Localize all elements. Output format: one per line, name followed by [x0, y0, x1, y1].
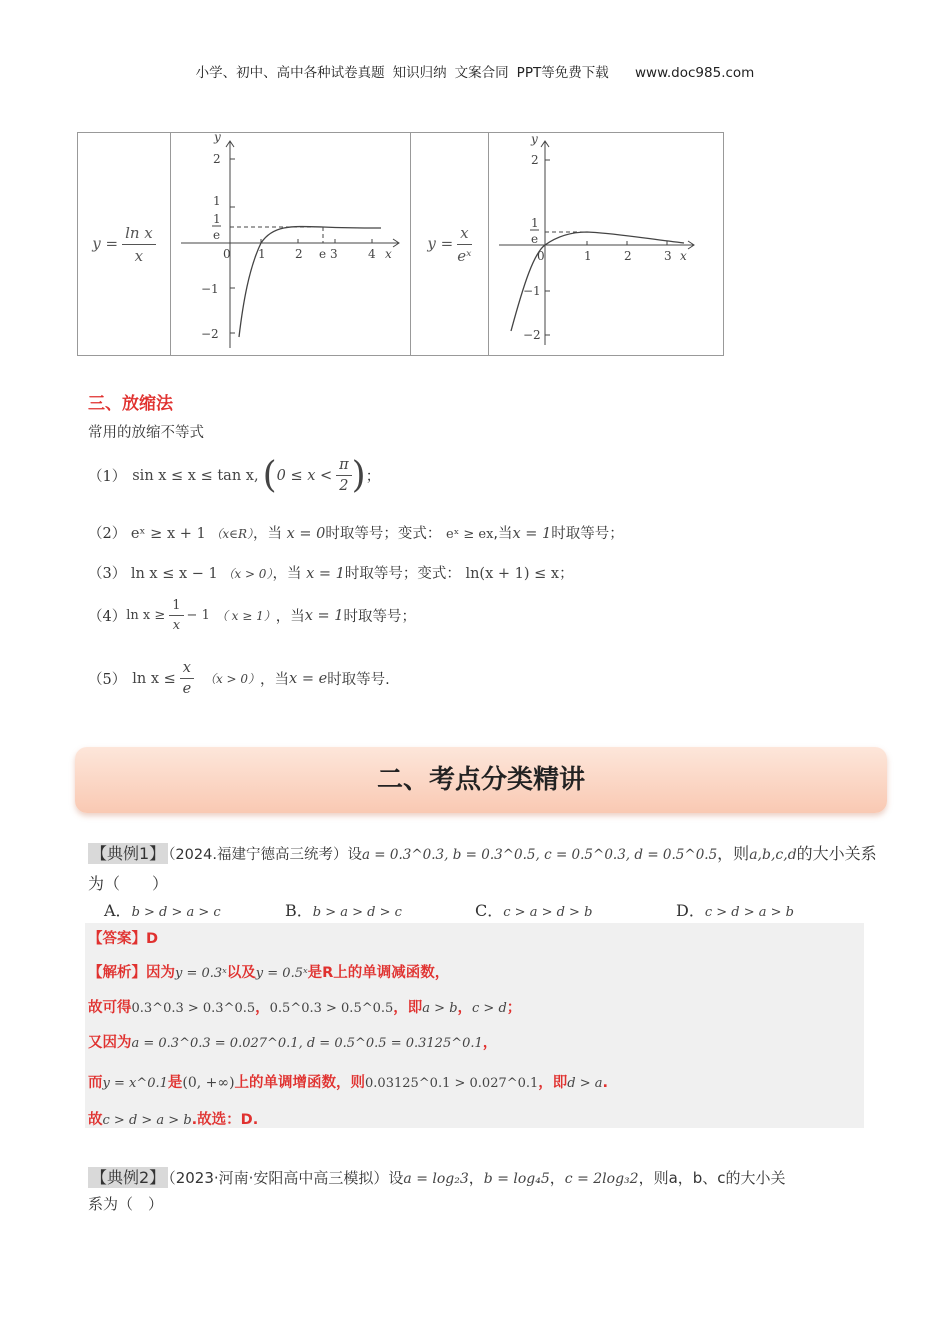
- analysis-text: ，即: [393, 1000, 423, 1016]
- analysis-math: c > d > a > b: [102, 1113, 192, 1128]
- analysis-text: 上的单调增函数，则: [234, 1075, 366, 1091]
- option-text: b > d > a > c: [131, 905, 221, 920]
- option-label: D．: [676, 901, 705, 920]
- item-text: 时取等号.: [327, 672, 390, 688]
- item-text: ，当: [275, 609, 305, 625]
- analysis-line-4: [88, 1071, 608, 1092]
- svg-text:1: 1: [213, 212, 221, 226]
- func-lhs: y =: [427, 234, 454, 252]
- item-text: ,当: [493, 526, 513, 542]
- analysis-text: 故可得: [88, 1000, 132, 1016]
- answer-box: [85, 923, 864, 1128]
- svg-text:0: 0: [223, 247, 231, 261]
- inequality-condition: 0 ≤ x <: [276, 467, 333, 484]
- inequality-2: [88, 522, 624, 543]
- inequality-math: sin x ≤ x ≤ tan x,: [132, 467, 259, 484]
- option-label: B．: [285, 901, 313, 920]
- svg-text:e: e: [531, 232, 539, 246]
- item-number: （2）: [88, 526, 127, 542]
- analysis-math: d > a: [567, 1076, 603, 1091]
- item-text: 时取等号；: [343, 609, 417, 625]
- option-text: b > a > d > c: [312, 905, 402, 920]
- inequality-math: ln x ≤: [132, 670, 176, 687]
- analysis-text: .故选：D.: [191, 1112, 259, 1128]
- example2-c: c = 2log₃2: [564, 1171, 639, 1187]
- header-site-link[interactable]: www.doc985.com: [635, 65, 755, 81]
- inequality-condition: （x > 0）: [203, 672, 261, 686]
- page-header: [0, 61, 950, 81]
- header-item: PPT等免费下载: [516, 65, 609, 81]
- item-tail: ；: [365, 469, 381, 485]
- option-text: c > d > a > b: [704, 905, 794, 920]
- header-item: 小学、初中、高中各种试卷真题: [195, 65, 385, 81]
- function-cell-x-over-ex: [411, 133, 489, 356]
- cond-denominator: 2: [339, 478, 349, 494]
- svg-text:2: 2: [213, 152, 221, 166]
- svg-text:−2: −2: [201, 327, 219, 341]
- item-number: （5）: [88, 672, 127, 688]
- svg-text:−1: −1: [201, 282, 219, 296]
- question-text: ，则a，b、c的大小关: [638, 1169, 786, 1187]
- frac-denominator: e: [182, 681, 192, 697]
- analysis-math: y = 0.5ˣ: [255, 966, 308, 981]
- item-number: （1）: [88, 469, 127, 485]
- inequality-condition: （x∈R）: [210, 527, 254, 541]
- svg-text:4: 4: [368, 247, 376, 261]
- analysis-text: ；: [506, 1000, 522, 1016]
- section3-intro: 常用的放缩不等式: [88, 425, 204, 441]
- example2-b: b = log₄5: [483, 1171, 550, 1187]
- equality-case: x = 1: [512, 526, 552, 542]
- analysis-text: 【解析】因为: [88, 965, 175, 981]
- svg-text:e: e: [213, 228, 221, 242]
- item-number: （3）: [88, 566, 127, 582]
- item-text: ，当: [253, 526, 283, 542]
- svg-text:0: 0: [537, 249, 545, 263]
- inequality-4: [88, 598, 416, 633]
- section-banner: 二、考点分类精讲: [75, 747, 887, 813]
- func-denominator: x: [134, 246, 144, 265]
- curve-x-over-ex: [511, 232, 684, 331]
- analysis-math: 0.3^0.3 > 0.3^0.5: [131, 1001, 256, 1016]
- func-numerator: ln x: [122, 224, 156, 245]
- question-text: 的大小关系: [796, 844, 877, 863]
- svg-text:−1: −1: [523, 284, 541, 298]
- analysis-line-1: [88, 961, 449, 982]
- analysis-line-3: [88, 1031, 497, 1052]
- func-denominator: eˣ: [457, 246, 472, 265]
- example1-question-line2: 为（ ）: [88, 874, 169, 893]
- inequality-condition: （x > 0）: [222, 567, 273, 581]
- analysis-math: (0, +∞): [182, 1075, 235, 1091]
- graph-cell-lnx-over-x: [171, 133, 411, 356]
- analysis-text: 又因为: [88, 1035, 132, 1051]
- svg-text:2: 2: [295, 247, 303, 261]
- analysis-text: 是: [167, 1075, 183, 1091]
- item-text: ；: [559, 566, 574, 582]
- item-text: 时取等号；: [551, 526, 624, 542]
- svg-text:2: 2: [531, 153, 539, 167]
- svg-text:1: 1: [213, 194, 221, 208]
- svg-text:y: y: [214, 133, 221, 144]
- equality-case: x = 1: [304, 607, 344, 624]
- example2-a: a = log₂3: [403, 1171, 469, 1187]
- item-text: 时取等号；变式：: [325, 526, 442, 542]
- analysis-math: y = x^0.1: [102, 1076, 168, 1091]
- cond-numerator: π: [336, 457, 352, 476]
- example2-question: 【典例2】 （2023·河南·安阳高中高三模拟）设a = log₂3，b = log₄5，c = 2log₃2，则a，b、c的大小关: [88, 1165, 786, 1188]
- header-item: 知识归纳: [392, 65, 447, 81]
- item-number: （4）: [88, 609, 127, 625]
- inequality-math: eˣ ≥ x + 1: [130, 526, 206, 542]
- variant-math: eˣ ≥ ex: [446, 527, 494, 542]
- svg-text:x: x: [680, 249, 687, 263]
- func-numerator: x: [457, 224, 471, 245]
- analysis-text: 而: [88, 1075, 103, 1091]
- svg-text:1: 1: [584, 249, 592, 263]
- svg-text:1: 1: [531, 216, 539, 230]
- graph-x-over-ex: [489, 133, 723, 355]
- item-text: ，当: [260, 672, 290, 688]
- analysis-line-5: [88, 1108, 258, 1129]
- frac-numerator: x: [180, 660, 194, 679]
- inequality-condition: （ x ≥ 1）: [215, 609, 276, 623]
- svg-text:−2: −2: [523, 328, 541, 342]
- analysis-text: 是R上的单调减函数，: [307, 965, 450, 981]
- inequality-math: ln x ≥: [126, 608, 166, 623]
- option-d[interactable]: [676, 898, 794, 921]
- option-b[interactable]: [285, 898, 402, 921]
- inequality-3: [88, 562, 574, 583]
- func-lhs: y =: [92, 234, 119, 252]
- svg-text:e: e: [319, 247, 327, 261]
- example2-question-line2: 系为（ ）: [88, 1195, 164, 1213]
- svg-text:2: 2: [624, 249, 632, 263]
- graph-lnx-over-x: [171, 133, 410, 355]
- function-cell-lnx-over-x: [78, 133, 171, 356]
- frac-numerator: 1: [169, 598, 183, 616]
- option-c[interactable]: [475, 898, 592, 921]
- inequality-math: ln x ≤ x − 1: [130, 566, 218, 582]
- inequality-5: [88, 660, 390, 697]
- variant-math: ln(x + 1) ≤ x: [465, 566, 560, 582]
- analysis-text: 以及: [226, 965, 256, 981]
- header-item: 文案合同: [454, 65, 509, 81]
- analysis-math: 0.5^0.3 > 0.5^0.5: [269, 1001, 394, 1016]
- option-a[interactable]: [104, 898, 221, 921]
- analysis-math: a > b: [422, 1001, 458, 1016]
- svg-text:x: x: [385, 247, 392, 261]
- equality-case: x = 1: [306, 566, 345, 582]
- svg-text:1: 1: [258, 247, 266, 261]
- analysis-text: ，: [457, 1000, 473, 1016]
- item-text: ，当: [272, 566, 302, 582]
- analysis-math: 0.03125^0.1 > 0.027^0.1: [365, 1076, 539, 1091]
- example2-tag: 【典例2】: [88, 1167, 168, 1188]
- analysis-line-2: [88, 996, 521, 1017]
- inequality-1: （1） sin x ≤ x ≤ tan x, ( 0 ≤ x < $\frac{\pi}{2}$ ) ；: [88, 455, 381, 496]
- option-label: C．: [475, 901, 504, 920]
- analysis-text: ，即: [538, 1075, 568, 1091]
- function-graph-table: [77, 132, 724, 356]
- svg-text:y: y: [531, 133, 538, 146]
- equality-case: x = e: [289, 670, 328, 687]
- equality-case: x = 0: [286, 526, 326, 542]
- question-text: ，则: [717, 844, 750, 863]
- option-text: c > a > d > b: [503, 905, 593, 920]
- analysis-text: ，: [482, 1035, 498, 1051]
- example1-question: [88, 841, 877, 864]
- analysis-text: ，: [255, 1000, 270, 1016]
- analysis-text: 故: [88, 1112, 103, 1128]
- analysis-math: y = 0.3ˣ: [175, 966, 227, 981]
- option-label: A．: [104, 901, 132, 920]
- example1-vars: a,b,c,d: [749, 847, 797, 863]
- example1-tag: 【典例1】: [88, 843, 168, 864]
- svg-text:3: 3: [330, 247, 338, 261]
- inequality-math-rhs: − 1: [186, 608, 210, 623]
- item-text: 时取等号；变式：: [344, 566, 461, 582]
- example1-given: a = 0.3^0.3, b = 0.3^0.5, c = 0.5^0.3, d = 0.5^0.5: [361, 847, 718, 863]
- answer-line: 【答案】D: [88, 931, 159, 947]
- example2-source: （2023·河南·安阳高中高三模拟）设: [168, 1169, 404, 1187]
- svg-text:3: 3: [664, 249, 672, 263]
- analysis-math: c > d: [472, 1001, 507, 1016]
- analysis-text: .: [602, 1075, 609, 1091]
- graph-cell-x-over-ex: [489, 133, 724, 356]
- section3-title: 三、放缩法: [88, 394, 173, 414]
- frac-denominator: x: [172, 618, 181, 633]
- analysis-math: a = 0.3^0.3 = 0.027^0.1, d = 0.5^0.5 = 0.3125^0.1: [131, 1036, 483, 1051]
- example1-source: （2024.福建宁德高三统考）设: [168, 847, 362, 863]
